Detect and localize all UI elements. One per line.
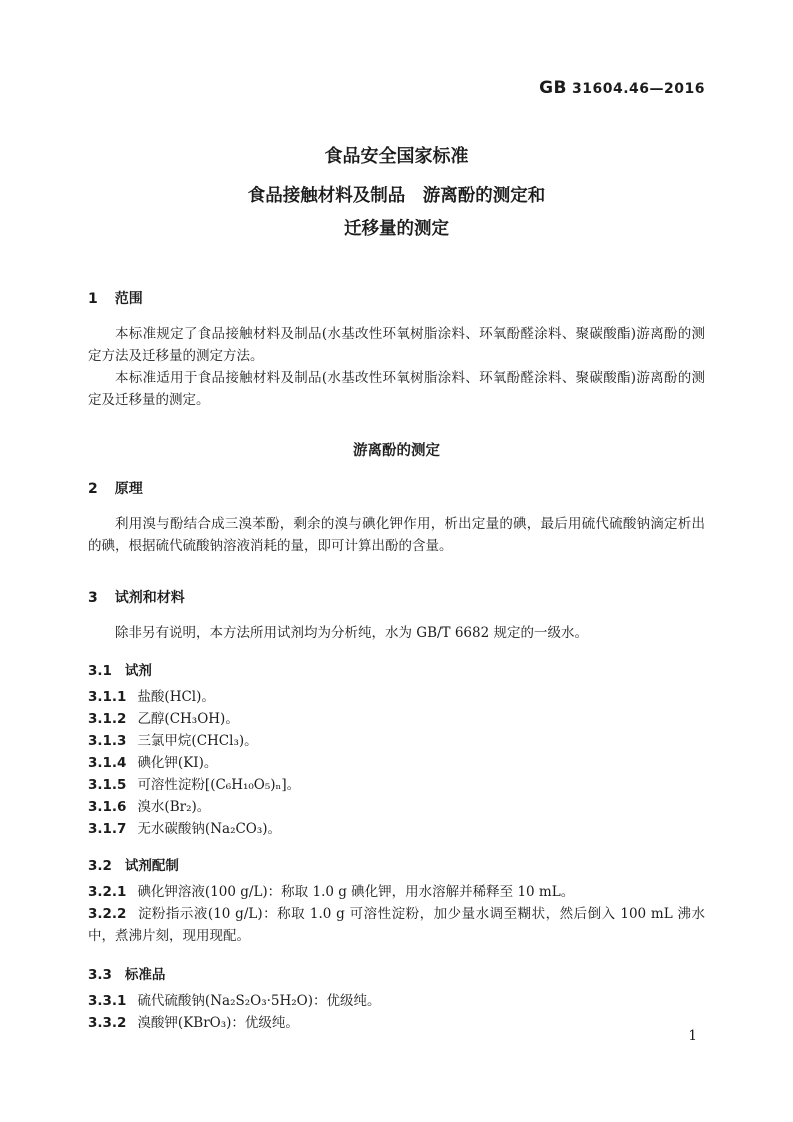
- page-number: 1: [688, 1028, 697, 1044]
- standard-item: [88, 1012, 705, 1034]
- item-text: 淀粉指示液(10 g/L)：称取 1.0 g 可溶性淀粉，加少量水调至糊状，然后倒入 100 mL 沸水中，煮沸片刻，现用现配。: [88, 906, 705, 944]
- subsection-standards-heading: [88, 963, 705, 983]
- section-title: 原理: [114, 481, 143, 497]
- subsection-number: 3.2: [88, 858, 112, 874]
- item-text: 盐酸(HCl)。: [137, 689, 215, 705]
- reagent-item: [88, 730, 705, 752]
- standard-number: [88, 78, 705, 98]
- item-number: 3.2.2: [88, 906, 127, 922]
- reagent-item: [88, 796, 705, 818]
- item-number: 3.1.5: [88, 777, 127, 793]
- item-text: 乙醇(CH₃OH)。: [137, 711, 239, 727]
- section-number: 1: [88, 291, 98, 307]
- reagent-item: [88, 774, 705, 796]
- item-number: 3.2.1: [88, 884, 127, 900]
- subsection-reagents-list-heading: [88, 659, 705, 679]
- item-number: 3.1.1: [88, 689, 127, 705]
- section-number: 3: [88, 590, 98, 606]
- standard-number-text: 31604.46—2016: [572, 81, 705, 97]
- item-number: 3.1.7: [88, 821, 127, 837]
- item-text: 可溶性淀粉[(C₆H₁₀O₅)ₙ]。: [137, 777, 301, 793]
- subsection-title: 试剂: [124, 663, 152, 679]
- reagent-item: [88, 752, 705, 774]
- item-text: 三氯甲烷(CHCl₃)。: [137, 733, 258, 749]
- principle-paragraph: 利用溴与酚结合成三溴苯酚，剩余的溴与碘化钾作用，析出定量的碘，最后用硫代硫酸钠滴定析出的碘，根据硫代硫酸钠溶液消耗的量，即可计算出酚的含量。: [88, 516, 705, 554]
- item-number: 3.3.2: [88, 1015, 127, 1031]
- preparation-item: [88, 903, 705, 947]
- item-text: 无水碳酸钠(Na₂CO₃)。: [137, 821, 282, 837]
- item-number: 3.1.2: [88, 711, 127, 727]
- scope-paragraph-2: 本标准适用于食品接触材料及制品(水基改性环氧树脂涂料、环氧酚醛涂料、聚碳酸酯)游离酚的测定及迁移量的测定。: [88, 370, 705, 408]
- item-number: 3.1.3: [88, 733, 127, 749]
- standard-title-line1: 食品接触材料及制品 游离酚的测定和: [247, 186, 546, 206]
- reagents-intro-paragraph: 除非另有说明，本方法所用试剂均为分析纯，水为 GB/T 6682 规定的一级水。: [115, 625, 588, 641]
- preparation-items: [88, 881, 705, 947]
- preparation-item: [88, 881, 705, 903]
- subsection-title: 标准品: [124, 967, 166, 983]
- item-text: 碘化钾溶液(100 g/L)：称取 1.0 g 碘化钾，用水溶解并稀释至 10 mL。: [137, 884, 575, 900]
- standard-item: [88, 990, 705, 1012]
- item-text: 硫代硫酸钠(Na₂S₂O₃·5H₂O)：优级纯。: [137, 993, 381, 1009]
- section-title: 试剂和材料: [114, 590, 185, 606]
- item-number: 3.1.4: [88, 755, 127, 771]
- subsection-number: 3.3: [88, 967, 112, 983]
- gb-logo: GB: [539, 78, 568, 98]
- reagent-item: [88, 686, 705, 708]
- section-title: 范围: [114, 291, 143, 307]
- item-number: 3.1.6: [88, 799, 127, 815]
- reagent-item: [88, 708, 705, 730]
- subsection-reagent-preparation-heading: [88, 854, 705, 874]
- scope-paragraph-1: 本标准规定了食品接触材料及制品(水基改性环氧树脂涂料、环氧酚醛涂料、聚碳酸酯)游离酚的测定方法及迁移量的测定方法。: [88, 326, 705, 364]
- subsection-title: 试剂配制: [124, 858, 179, 874]
- item-text: 溴水(Br₂)。: [137, 799, 211, 815]
- item-text: 碘化钾(KI)。: [137, 755, 218, 771]
- standard-items: [88, 990, 705, 1034]
- item-number: 3.3.1: [88, 993, 127, 1009]
- standard-type-title: 食品安全国家标准: [324, 146, 469, 167]
- part-heading: 游离酚的测定: [353, 443, 440, 459]
- standard-title-line2: 迁移量的测定: [344, 219, 449, 239]
- subsection-number: 3.1: [88, 663, 112, 679]
- reagent-item: [88, 818, 705, 840]
- reagent-items: [88, 686, 705, 840]
- item-text: 溴酸钾(KBrO₃)：优级纯。: [137, 1015, 299, 1031]
- section-number: 2: [88, 481, 98, 497]
- section-scope-heading: [88, 288, 705, 308]
- section-reagents-heading: [88, 587, 705, 607]
- section-principle-heading: [88, 478, 705, 498]
